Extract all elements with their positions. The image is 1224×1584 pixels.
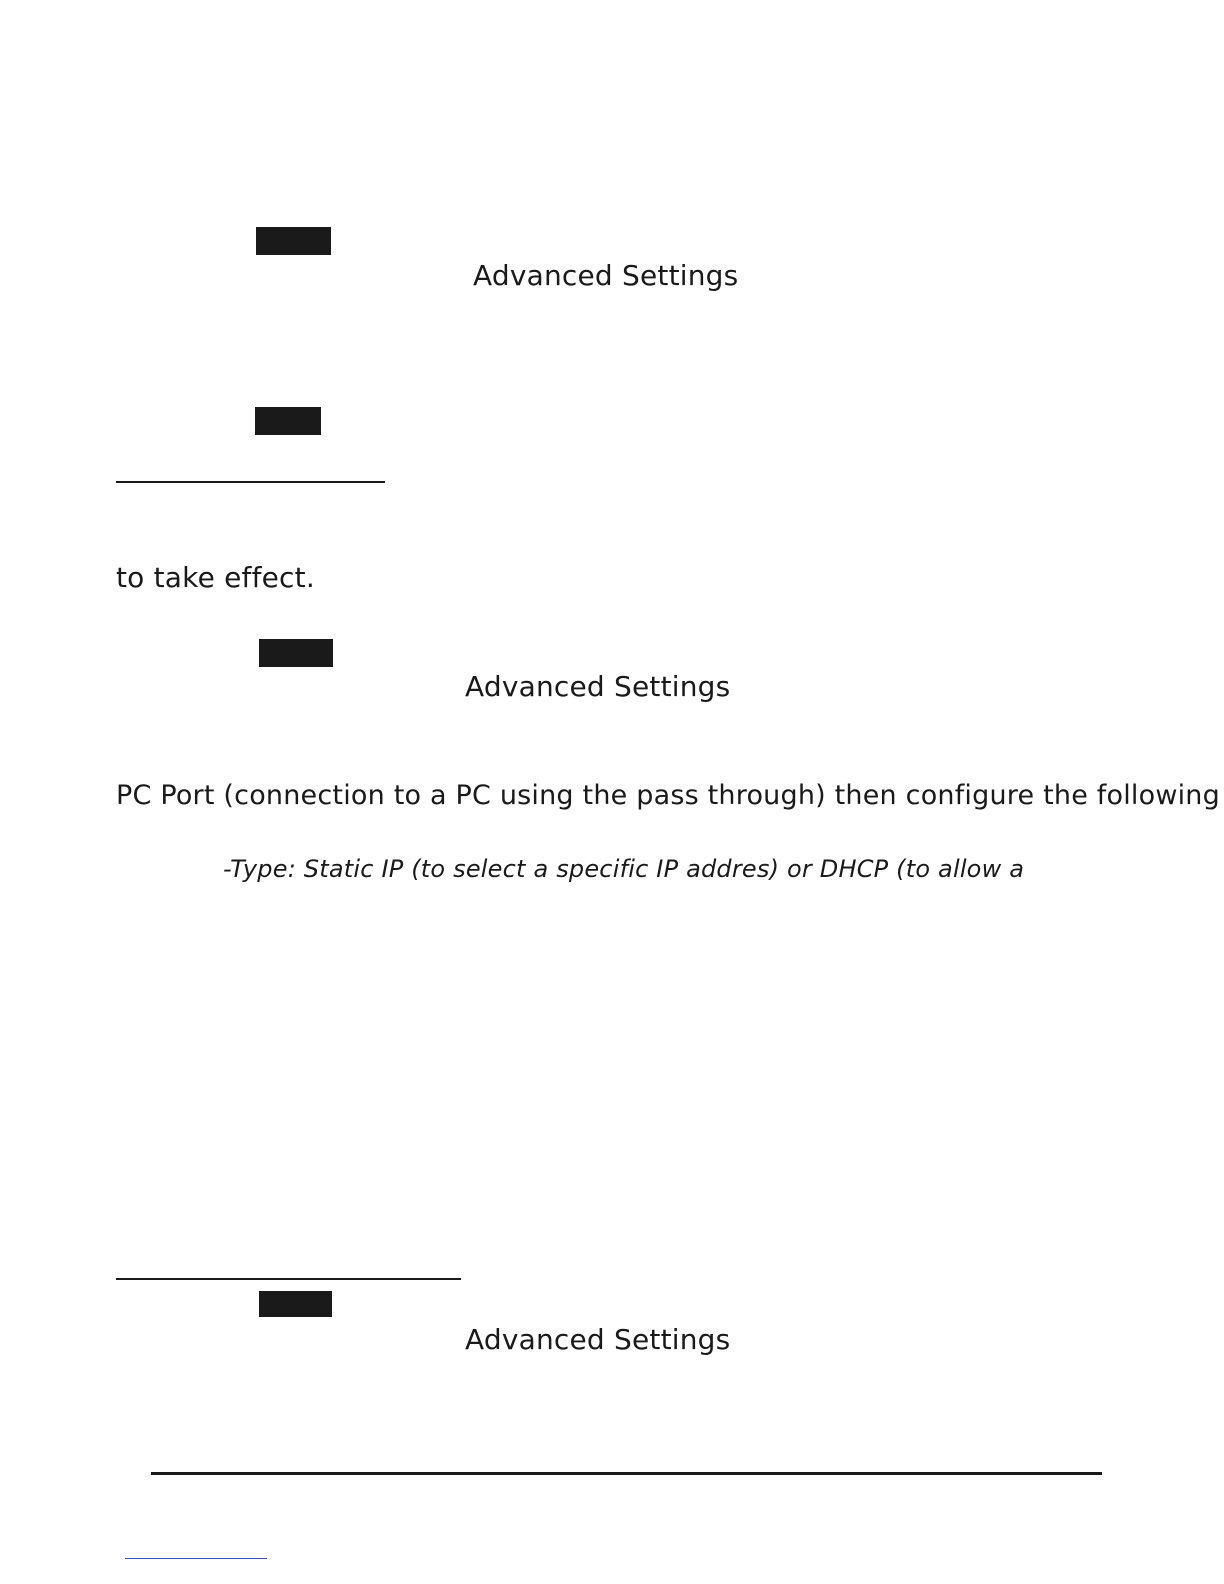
section-underline [116, 1278, 461, 1280]
body-text-type-option: -Type: Static IP (to select a specific IP addres) or DHCP (to allow a [223, 855, 1025, 883]
footer-rule [151, 1472, 1102, 1475]
redacted-block [259, 639, 333, 667]
section-heading-advanced-settings: Advanced Settings [473, 259, 739, 292]
section-heading-advanced-settings: Advanced Settings [465, 1323, 731, 1356]
section-heading-advanced-settings: Advanced Settings [465, 670, 731, 703]
body-text-take-effect: to take effect. [116, 561, 315, 594]
footer-link-underline[interactable] [125, 1558, 267, 1559]
redacted-block [256, 227, 331, 255]
section-underline [116, 481, 385, 483]
redacted-block [255, 407, 321, 435]
body-text-pc-port: PC Port (connection to a PC using the pass through) then configure the following [116, 780, 1220, 811]
redacted-block [259, 1291, 332, 1317]
